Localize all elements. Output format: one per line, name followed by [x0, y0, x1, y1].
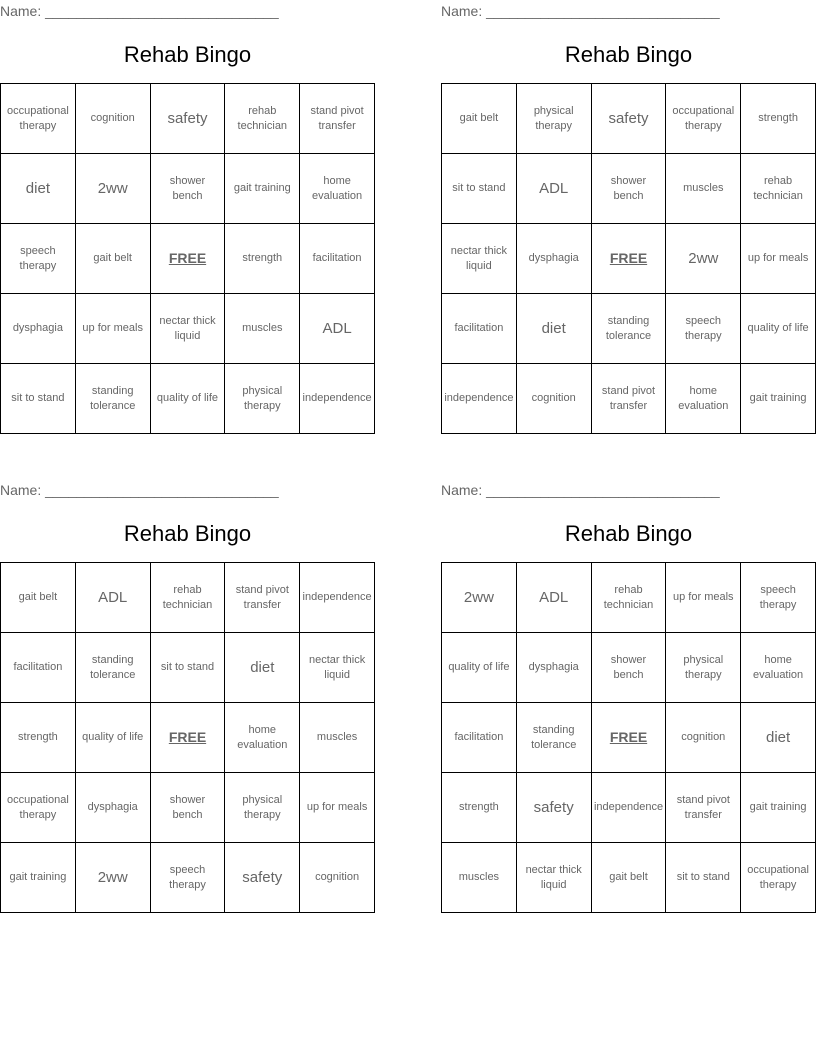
bingo-cell: safety: [592, 84, 667, 154]
bingo-cell: quality of life: [76, 703, 151, 773]
bingo-cell: nectar thick liquid: [300, 633, 375, 703]
bingo-cell: strength: [1, 703, 76, 773]
bingo-cell: gait training: [1, 843, 76, 913]
bingo-cell: safety: [517, 773, 592, 843]
bingo-cell: gait training: [741, 364, 816, 434]
bingo-cell: independence: [300, 563, 375, 633]
bingo-cell: physical therapy: [517, 84, 592, 154]
bingo-cell: physical therapy: [666, 633, 741, 703]
bingo-cell: home evaluation: [300, 154, 375, 224]
bingo-cell: independence: [300, 364, 375, 434]
bingo-cell: dysphagia: [517, 224, 592, 294]
bingo-cell: standing tolerance: [76, 364, 151, 434]
bingo-cell: speech therapy: [1, 224, 76, 294]
bingo-cell: quality of life: [442, 633, 517, 703]
bingo-cell: ADL: [517, 154, 592, 224]
bingo-cell: facilitation: [442, 703, 517, 773]
bingo-cell: occupational therapy: [1, 773, 76, 843]
bingo-cell: dysphagia: [76, 773, 151, 843]
bingo-cell: independence: [442, 364, 517, 434]
bingo-cell: gait training: [741, 773, 816, 843]
bingo-cell: occupational therapy: [666, 84, 741, 154]
bingo-cell: up for meals: [300, 773, 375, 843]
bingo-cell: standing tolerance: [592, 294, 667, 364]
card-title: Rehab Bingo: [123, 521, 252, 546]
bingo-grid: [441, 562, 816, 913]
bingo-cell: shower bench: [151, 773, 226, 843]
bingo-cell: up for meals: [741, 224, 816, 294]
bingo-cell: dysphagia: [517, 633, 592, 703]
bingo-cell: cognition: [517, 364, 592, 434]
bingo-cell: physical therapy: [225, 773, 300, 843]
bingo-cell: strength: [442, 773, 517, 843]
bingo-cell: diet: [741, 703, 816, 773]
name-field: Name: ______________________________: [441, 3, 720, 19]
bingo-cell: gait belt: [1, 563, 76, 633]
bingo-cell: stand pivot transfer: [592, 364, 667, 434]
bingo-cell: standing tolerance: [517, 703, 592, 773]
bingo-grid: [0, 83, 375, 434]
bingo-cell: ADL: [300, 294, 375, 364]
bingo-cell: cognition: [300, 843, 375, 913]
bingo-cell: gait belt: [76, 224, 151, 294]
bingo-grid: [0, 562, 375, 913]
bingo-cell: safety: [225, 843, 300, 913]
bingo-cell: standing tolerance: [76, 633, 151, 703]
bingo-cell: speech therapy: [666, 294, 741, 364]
bingo-cell: sit to stand: [442, 154, 517, 224]
bingo-cell: physical therapy: [225, 364, 300, 434]
card-title: Rehab Bingo: [564, 521, 693, 546]
bingo-cell: cognition: [76, 84, 151, 154]
name-field: Name: ______________________________: [0, 482, 279, 498]
bingo-cell: 2ww: [442, 563, 517, 633]
bingo-cell: gait belt: [592, 843, 667, 913]
bingo-cell: speech therapy: [741, 563, 816, 633]
bingo-cell: home evaluation: [741, 633, 816, 703]
bingo-cell: stand pivot transfer: [225, 563, 300, 633]
bingo-cell: gait belt: [442, 84, 517, 154]
bingo-cell: speech therapy: [151, 843, 226, 913]
bingo-cell: rehab technician: [741, 154, 816, 224]
bingo-cell: 2ww: [76, 843, 151, 913]
bingo-cell: muscles: [300, 703, 375, 773]
bingo-cell: home evaluation: [225, 703, 300, 773]
free-space-cell: FREE: [151, 224, 226, 294]
free-space-cell: FREE: [592, 703, 667, 773]
bingo-cell: nectar thick liquid: [442, 224, 517, 294]
name-field: Name: ______________________________: [0, 3, 279, 19]
bingo-cell: dysphagia: [1, 294, 76, 364]
bingo-grid: [441, 83, 816, 434]
bingo-cell: diet: [517, 294, 592, 364]
bingo-cell: rehab technician: [225, 84, 300, 154]
bingo-cell: ADL: [517, 563, 592, 633]
bingo-cell: muscles: [442, 843, 517, 913]
bingo-cell: ADL: [76, 563, 151, 633]
bingo-cell: safety: [151, 84, 226, 154]
bingo-cell: facilitation: [1, 633, 76, 703]
bingo-cell: strength: [225, 224, 300, 294]
bingo-cell: muscles: [225, 294, 300, 364]
bingo-cell: quality of life: [151, 364, 226, 434]
name-field: Name: ______________________________: [441, 482, 720, 498]
bingo-cell: gait training: [225, 154, 300, 224]
bingo-cell: facilitation: [300, 224, 375, 294]
bingo-cell: sit to stand: [666, 843, 741, 913]
bingo-cell: up for meals: [666, 563, 741, 633]
bingo-cell: 2ww: [76, 154, 151, 224]
bingo-cell: rehab technician: [592, 563, 667, 633]
bingo-cell: shower bench: [592, 154, 667, 224]
bingo-cell: muscles: [666, 154, 741, 224]
card-title: Rehab Bingo: [564, 42, 693, 67]
bingo-cell: quality of life: [741, 294, 816, 364]
bingo-cell: up for meals: [76, 294, 151, 364]
bingo-cell: stand pivot transfer: [300, 84, 375, 154]
bingo-cell: facilitation: [442, 294, 517, 364]
free-space-cell: FREE: [151, 703, 226, 773]
bingo-cell: diet: [1, 154, 76, 224]
bingo-cell: sit to stand: [151, 633, 226, 703]
bingo-cell: occupational therapy: [1, 84, 76, 154]
card-title: Rehab Bingo: [123, 42, 252, 67]
bingo-cell: 2ww: [666, 224, 741, 294]
bingo-cell: occupational therapy: [741, 843, 816, 913]
bingo-cell: sit to stand: [1, 364, 76, 434]
bingo-cell: home evaluation: [666, 364, 741, 434]
bingo-cell: cognition: [666, 703, 741, 773]
bingo-cell: independence: [592, 773, 667, 843]
bingo-cell: shower bench: [592, 633, 667, 703]
bingo-cell: stand pivot transfer: [666, 773, 741, 843]
bingo-cell: shower bench: [151, 154, 226, 224]
free-space-cell: FREE: [592, 224, 667, 294]
bingo-cell: strength: [741, 84, 816, 154]
bingo-cell: nectar thick liquid: [517, 843, 592, 913]
bingo-cell: nectar thick liquid: [151, 294, 226, 364]
bingo-cell: diet: [225, 633, 300, 703]
bingo-cell: rehab technician: [151, 563, 226, 633]
